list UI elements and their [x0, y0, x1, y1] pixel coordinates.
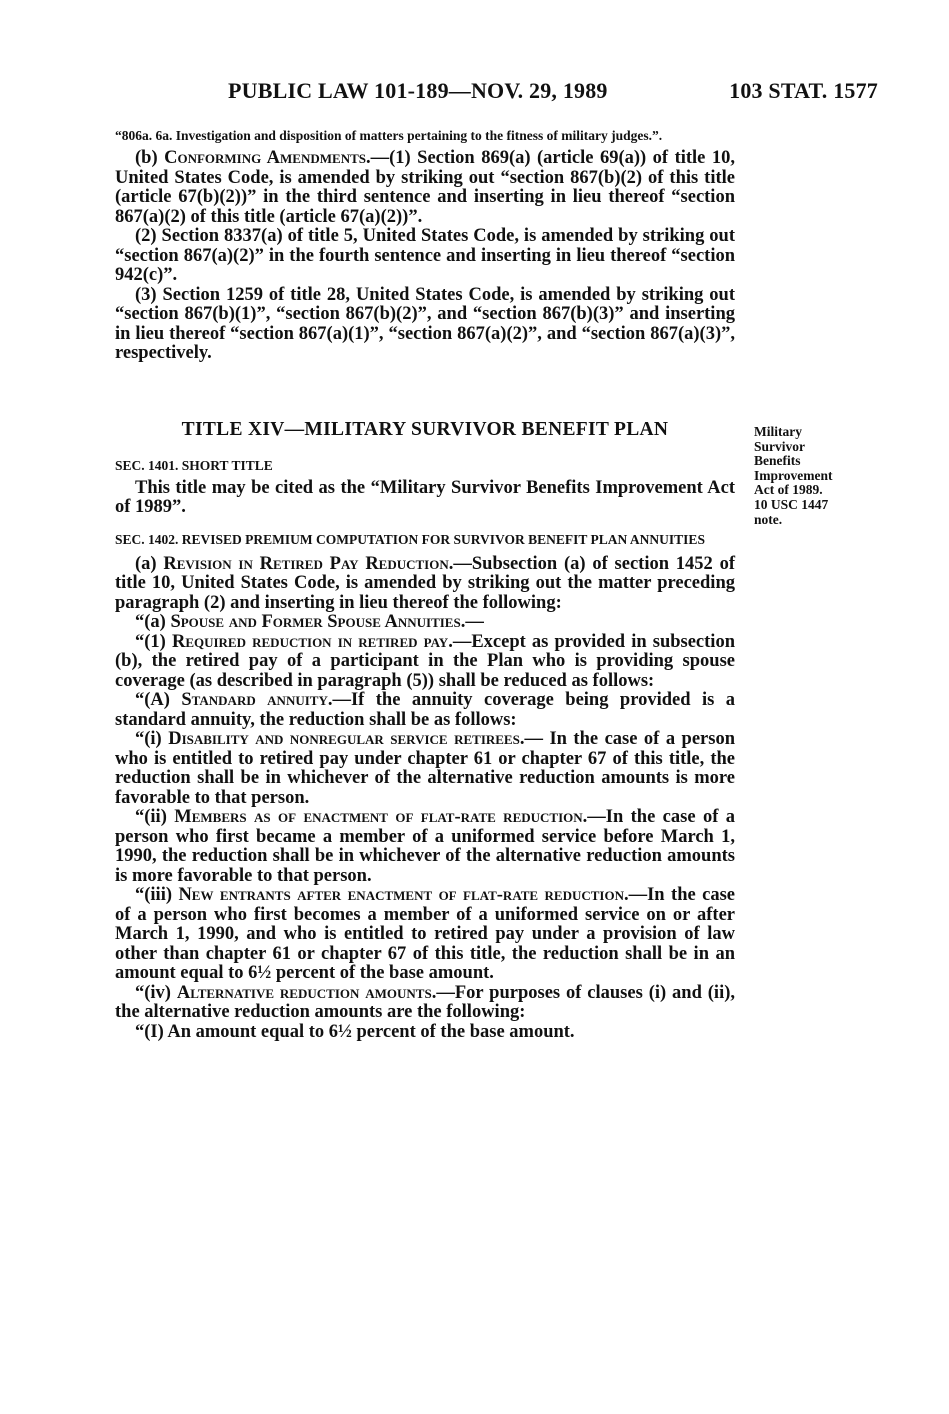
clerical-amendment-806a: “806a. 6a. Investigation and disposition of matters pertaining to the fitness of military judges.”. — [115, 128, 663, 143]
subparagraph-A-lead: “(A) — [135, 690, 182, 710]
sidenote-line: 10 USC 1447 — [754, 496, 829, 512]
clause-iv-heading: Alternative reduction amounts — [176, 982, 432, 1003]
quoted-subsection-a — [115, 613, 735, 633]
clause-iv — [115, 984, 735, 1023]
paragraph-b2: (2) Section 8337(a) of title 5, United States Code, is amended by striking out “section 867(a)(2)” in the fourth sentence and inserting in lieu thereof “section 942(c)”. — [115, 226, 735, 285]
subparagraph-A-heading: Standard annuity — [181, 690, 328, 710]
sidenote-line: Benefits — [754, 453, 801, 469]
subparagraph-A-text: .—If the annuity coverage being provided is a standard annuity, the reduction shall be as follows: — [115, 690, 735, 730]
subsection-b-heading: Conforming Amendments — [164, 148, 366, 168]
subsection-b — [115, 149, 735, 227]
paragraph-1-lead: “(1) — [135, 631, 172, 652]
sec-1402-heading: SEC. 1402. REVISED PREMIUM COMPUTATION FOR SURVIVOR BENEFIT PLAN ANNUITIES — [115, 531, 705, 547]
paragraph-1-text: .—Except as provided in subsection (b), the retired pay of a participant in the Plan who is providing spouse coverage (as described in paragraph (5)) shall be reduced as follows: — [115, 631, 735, 691]
subsection-a-lead: (a) — [135, 553, 164, 574]
margin-sidenote — [754, 425, 864, 527]
paragraph-1 — [115, 633, 735, 692]
clause-iii-lead: “(iii) — [135, 885, 179, 905]
clause-i-heading: Disability and nonregular service retirees — [168, 729, 520, 749]
quoted-a-heading: Spouse and Former Spouse Annuities — [170, 612, 461, 632]
clause-i-lead: “(i) — [135, 729, 169, 749]
clause-iv-lead: “(iv) — [135, 982, 177, 1003]
sidenote-line: Improvement — [754, 467, 833, 483]
clause-i-text: .— In the case of a person who is entitled to retired pay under chapter 61 or chapter 67 of this title, the reduction shall be in whichever of the alternative reduction amounts is more favorable to that person. — [115, 729, 735, 808]
subsection-b-text: .—(1) Section 869(a) (article 69(a)) of title 10, United States Code, is amended by striking out “section 867(b)(2) of this title (article 67(b)(2))” in the third sentence and inserting in lieu thereof “section 867(a)(2) of this title (article 67(a)(2))”. — [115, 148, 735, 227]
clause-iv-text: .—For purposes of clauses (i) and (ii), the alternative reduction amounts are the following: — [115, 982, 735, 1022]
sidenote-line: Act of 1989. — [754, 482, 823, 498]
clause-i — [115, 730, 735, 808]
subclause-I: “(I) An amount equal to 6½ percent of the base amount. — [135, 1021, 575, 1042]
clause-ii-lead: “(ii) — [135, 807, 175, 827]
sidenote-line: note. — [754, 511, 783, 527]
sidenote-line: Military — [754, 424, 802, 439]
subparagraph-A — [115, 691, 735, 730]
body-column-top — [115, 128, 735, 364]
paragraph-1-heading: Required reduction in retired pay — [171, 631, 449, 652]
paragraph-b3: (3) Section 1259 of title 28, United States Code, is amended by striking out “section 867(b)(1)”, “section 867(b)(2)”, and “section 867(b)(3)” and inserting in lieu thereof “section 867(a)(1)”, “section 867(a)(2)”, and “section 867(a)(3)”, respectively. — [115, 284, 735, 363]
header-title: PUBLIC LAW 101-189—NOV. 29, 1989 — [228, 78, 608, 103]
clause-iii — [115, 886, 735, 984]
subsection-a-heading: Revision in Retired Pay Reduction — [163, 553, 449, 574]
quoted-a-text: .— — [460, 612, 484, 632]
header-page-ref: 103 STAT. 1577 — [729, 78, 878, 103]
running-header — [228, 78, 878, 108]
clause-ii-text: .—In the case of a person who first became a member of a uniformed service before March 1, 1990, the reduction shall be in whichever of the alternative reduction amounts is more favorable to that person. — [115, 807, 735, 886]
body-column-title-xiv — [115, 420, 735, 1042]
subsection-b-lead: (b) — [135, 148, 165, 168]
clause-ii — [115, 808, 735, 886]
title-xiv-heading: TITLE XIV—MILITARY SURVIVOR BENEFIT PLAN — [181, 419, 669, 440]
clause-iii-heading: New entrants after enactment of flat-rate reduction — [178, 885, 624, 905]
clause-iii-text: .—In the case of a person who first becomes a member of a uniformed service on or after March 1, 1990, and who is entitled to retired pay under a provision of law other than chapter 61 or chapter 67 of this title, the reduction shall be in an amount equal to 6½ percent of the base amount. — [115, 885, 736, 983]
clause-ii-heading: Members as of enactment of flat-rate reduction — [174, 807, 583, 827]
sec-1401-text: This title may be cited as the “Military Survivor Benefits Improvement Act of 1989”. — [115, 477, 735, 517]
sidenote-line: Survivor — [754, 438, 806, 454]
quoted-a-lead: “(a) — [135, 612, 171, 632]
sec-1401-heading: SEC. 1401. SHORT TITLE — [115, 457, 273, 473]
subsection-a — [115, 555, 735, 614]
subsection-a-text: .—Subsection (a) of section 1452 of title 10, United States Code, is amended by striking out the matter preceding paragraph (2) and inserting in lieu thereof the following: — [115, 553, 735, 613]
